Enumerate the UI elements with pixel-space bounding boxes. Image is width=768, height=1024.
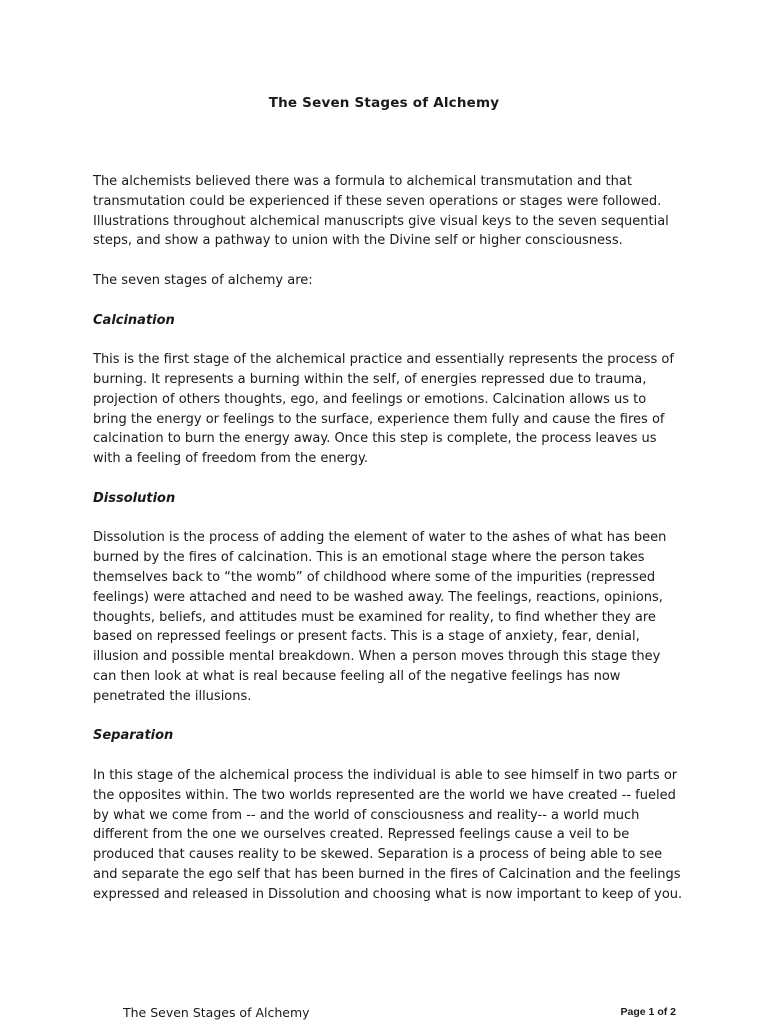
stage-heading-dissolution: Dissolution <box>93 490 176 506</box>
intro-paragraph: The alchemists believed there was a formula to alchemical transmutation and that transmutation could be experienced if these seven operations or stages were followed. Illustrations throughout alchemical manuscripts give visual keys to the seven sequential steps, and show a pathway to union with the Divine self or higher consciousness. <box>93 174 669 249</box>
stage-body-separation: In this stage of the alchemical process the individual is able to see himself in two parts or the opposites within. The two worlds represented are the world we have created -- fueled by what we come from -- and the world of consciousness and reality-- a world much different from the one we ourselves created. Repressed feelings cause a veil to be produced that causes reality to be skewed. Separation is a process of being able to see and separate the ego self that has been burned in the fires of Calcination and the feelings expressed and released in Dissolution and choosing what is now important to keep of you. <box>93 767 683 902</box>
stage-body-calcination: This is the first stage of the alchemical practice and essentially represents the process of burning. It represents a burning within the self, of energies repressed due to trauma, projection of others thoughts, ego, and feelings or emotions. Calcination allows us to bring the energy or feelings to the surface, experience them fully and cause the fires of calcination to burn the energy away. Once this step is complete, the process leaves us with a feeling of freedom from the energy. <box>93 352 674 467</box>
document-title: The Seven Stages of Alchemy <box>268 95 500 111</box>
stage-body-dissolution: Dissolution is the process of adding the element of water to the ashes of what has been burned by the fires of calcination. This is an emotional stage where the person takes themselves back to “the womb” of childhood where some of the impurities (repressed feelings) were attached and need to be washed away. The feelings, reactions, opinions, thoughts, beliefs, and attitudes must be examined for reality, to find whether they are based on repressed feelings or present facts. This is a stage of anxiety, fear, denial, illusion and possible mental breakdown. When a person moves through this stage they can then look at what is real because feeling all of the negative feelings has now penetrated the illusions. <box>93 530 667 704</box>
document-body <box>93 172 683 904</box>
stage-heading-calcination: Calcination <box>93 312 175 328</box>
stage-heading-separation: Separation <box>93 728 174 744</box>
footer-title: The Seven Stages of Alchemy <box>123 1005 310 1020</box>
page-number: Page 1 of 2 <box>620 1006 676 1018</box>
lead-in-paragraph: The seven stages of alchemy are: <box>93 272 313 288</box>
